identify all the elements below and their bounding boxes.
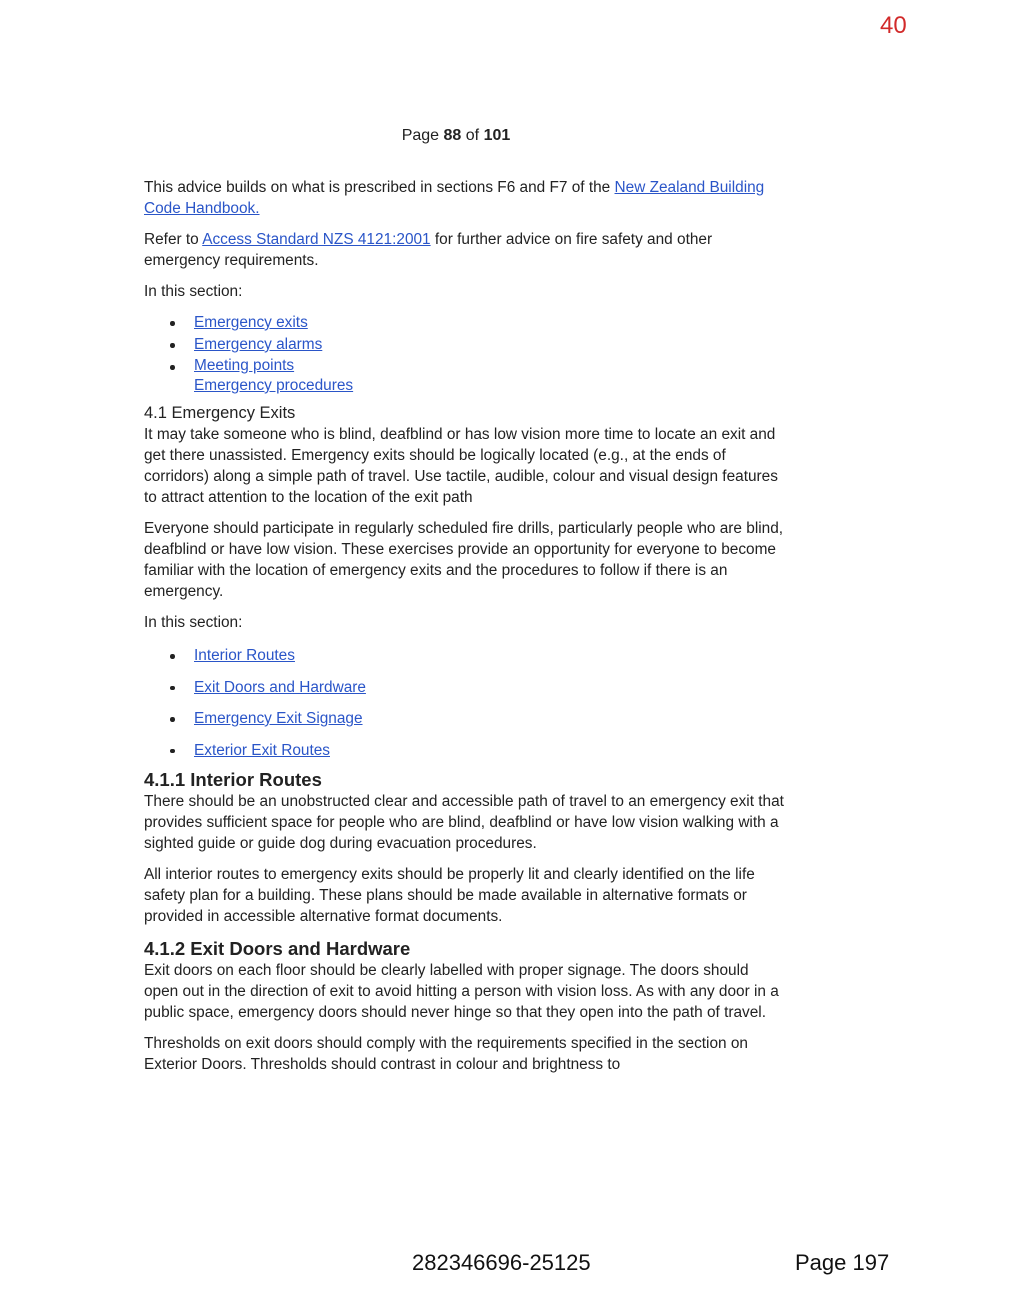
list-item [144,334,784,356]
section-4-1-1-paragraph-1: There should be an unobstructed clear and accessible path of travel to an emergency exit that provides sufficient space for people who are blind, deafblind or have low vision walking with a sighted guide or guide dog during evacuation procedures. [144,792,784,852]
bullet-icon [170,321,175,326]
bullet-icon [170,749,175,754]
section-4-1-paragraph-1: It may take someone who is blind, deafblind or has low vision more time to locate an exit and get there unassisted. Emergency exits should be logically located (e.g., at the ends of corridors) along a simple path of travel. Use tactile, audible, colour and visual design features to attract attention to the location of the exit path [144,426,778,506]
section-4-1-2-heading: 4.1.2 Exit Doors and Hardware [144,937,411,959]
list-item [144,356,784,376]
intro-paragraph-1 [144,177,784,219]
list-item [144,677,784,699]
page-indicator-current: 88 [443,127,462,144]
emergency-exit-signage-link[interactable]: Emergency Exit Signage [194,710,363,727]
access-standard-link[interactable]: Access Standard NZS 4121:2001 [202,231,431,248]
page-indicator [0,127,912,145]
section-4-1-1-heading: 4.1.1 Interior Routes [144,768,322,790]
exit-doors-hardware-link[interactable]: Exit Doors and Hardware [194,678,366,696]
list-item [144,740,784,762]
document-body [144,177,784,1085]
section-4-1-2-paragraph-1: Exit doors on each floor should be clearly labelled with proper signage. The doors should open out in the direction of exit to avoid hitting a person with vision loss. As with any door in a public space, emergency doors should never hinge so that they open into the path of travel. [144,961,779,1021]
section-4-1-paragraph-2: Everyone should participate in regularly scheduled fire drills, particularly people who are blind, deafblind or have low vision. These exercises provide an opportunity for everyone to become familiar with the location of emergency exits and the procedures to follow if there is an emergency. [144,520,784,600]
footer-document-id: 282346696-25125 [412,1250,591,1275]
intro-p1-text: This advice builds on what is prescribed in sections F6 and F7 of the [144,179,615,196]
page-indicator-total: 101 [483,127,511,144]
footer-page-number: Page 197 [795,1250,890,1275]
page-indicator-prefix: Page [401,127,440,144]
emergency-exits-link[interactable]: Emergency exits [194,314,308,331]
intro-p2-before: Refer to [144,231,203,248]
list-item [144,312,784,334]
exterior-exit-routes-link[interactable]: Exterior Exit Routes [194,741,330,759]
intro-p2-after: for further advice on fire safety and other emergency requirements. [144,231,713,269]
section-4-1-heading: 4.1 Emergency Exits [144,404,296,422]
nz-building-code-link[interactable]: New Zealand Building Code Handbook. [144,179,765,217]
emergency-alarms-link[interactable]: Emergency alarms [194,336,323,353]
section-4-1-1-paragraph-2: All interior routes to emergency exits should be properly lit and clearly identified on the life safety plan for a building. These plans should be made available in alternative formats or provided in accessible alternative format documents. [144,865,755,925]
intro-in-this-section: In this section: [144,283,243,300]
emergency-procedures-link[interactable]: Emergency procedures [194,377,354,394]
section-4-1-list [144,645,784,762]
section-4-1-2-paragraph-2: Thresholds on exit doors should comply with the requirements specified in the section on Exterior Doors. Thresholds should contrast in colour and brightness to [144,1034,748,1073]
list-item [144,708,784,730]
page-indicator-of: of [465,127,480,144]
bullet-icon [170,717,175,722]
section-4-1-in-this-section: In this section: [144,614,243,631]
list-item [144,645,784,667]
interior-routes-link[interactable]: Interior Routes [194,647,295,664]
intro-paragraph-2 [144,229,784,271]
bullet-icon [170,686,175,691]
corner-page-number: 40 [880,12,907,39]
intro-section-list [144,312,784,396]
list-item [144,376,784,396]
bullet-icon [170,365,175,370]
bullet-icon [170,343,175,348]
bullet-icon [170,654,175,659]
meeting-points-link[interactable]: Meeting points [194,357,295,374]
